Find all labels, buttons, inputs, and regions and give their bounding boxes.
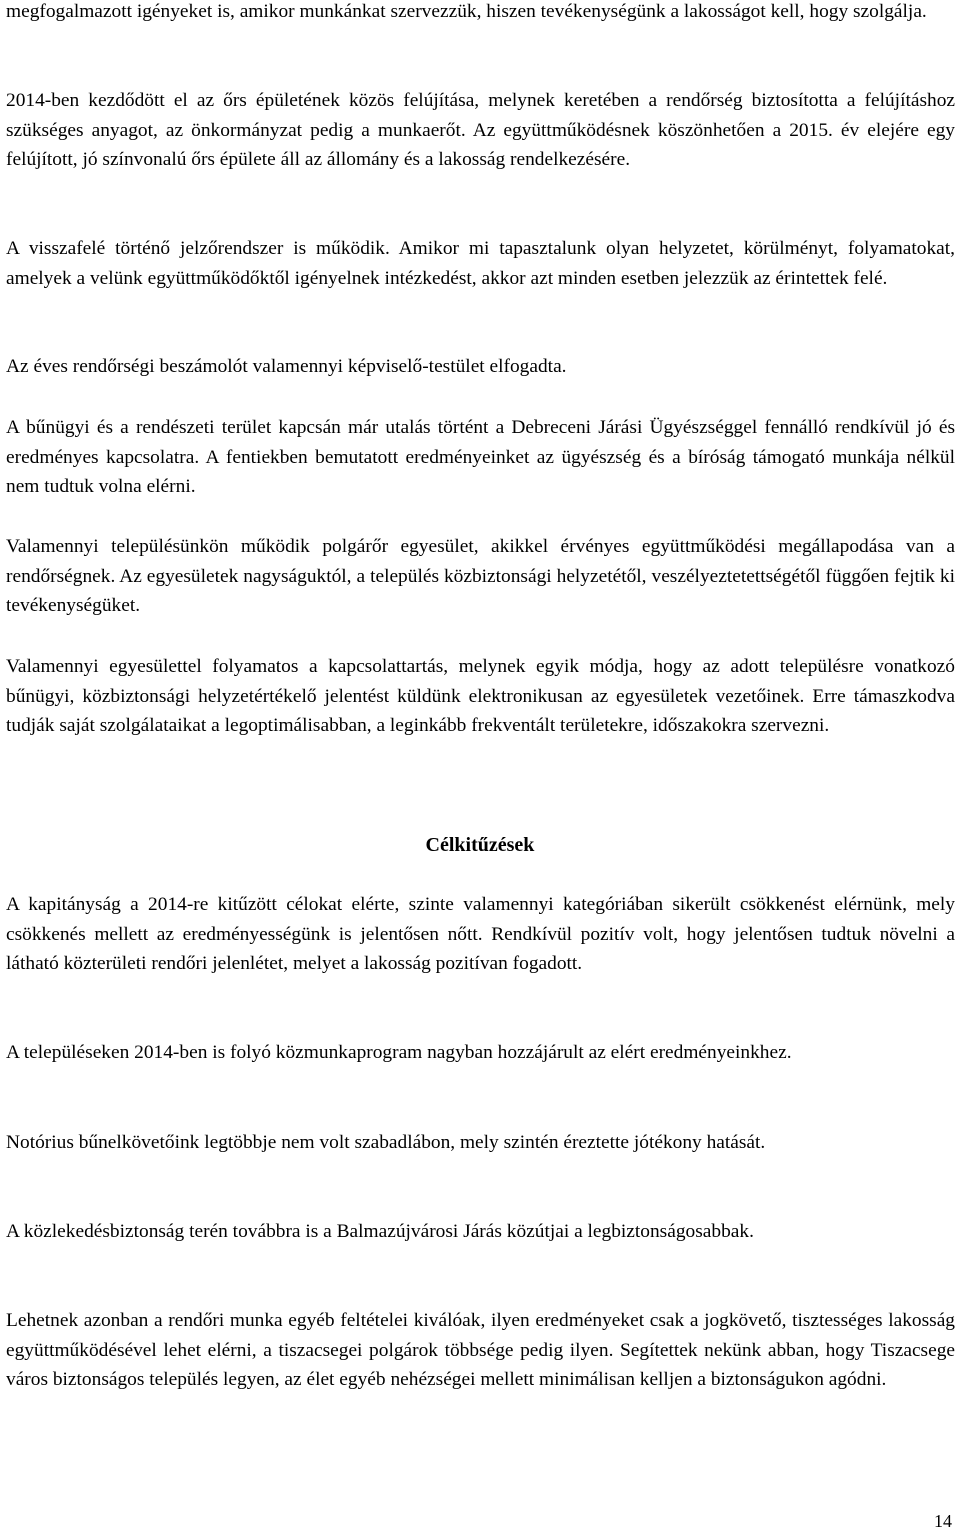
paragraph-3-text-a: A visszafelé történő jelzőrendszer is működik. bbox=[6, 238, 390, 259]
page-number: 14 bbox=[934, 1511, 952, 1531]
paragraph-12 bbox=[6, 1306, 955, 1395]
paragraph-4-text: Az éves rendőrségi beszámolót valamennyi képviselő-testület elfogadta. bbox=[6, 356, 567, 377]
section-heading: Célkitűzések bbox=[425, 834, 535, 856]
paragraph-5-text-b: A fentiekben bemutatott eredményeinket az ügyészség és a bíróság támogató munkája nélkül nem tudtuk volna elérni. bbox=[6, 446, 955, 498]
paragraph-1-text: megfogalmazott igényeket is, amikor munkánkat szervezzük, hiszen tevékenységünk a lakosságot kell, hogy szolgálja. bbox=[6, 1, 927, 22]
paragraph-2-text-a: 2014-ben kezdődött el az őrs épületének közös felújítása, melynek keretében a rendőrség biztosította a felújításhoz szükséges anyagot, az önkormányzat pedig a munkaerőt. bbox=[6, 90, 955, 141]
paragraph-5-text-a: A bűnügyi és a rendészeti terület kapcsán már utalás történt a Debreceni Járási Ügyészséggel fennálló rendkívül jó és eredményes kapcsolatra. bbox=[6, 417, 955, 468]
paragraph-12-text-a: Lehetnek azonban a rendőri munka egyéb feltételei kiválóak, ilyen eredményeket csak a jogkövető, tisztességes lakosság együttműködésével lehet elérni, a tiszacsegei polgárok többsége pedig ilyen. bbox=[6, 1310, 955, 1361]
paragraph-7-text-b: Erre támaszkodva tudják saját szolgálataikat a legoptimálisabban, a leginkább frekventált területekre, időszakokra szervezni. bbox=[6, 685, 955, 737]
paragraph-10-text: Notórius bűnelkövetőink legtöbbje nem volt szabadlábon, mely szintén éreztette jótékony hatását. bbox=[6, 1132, 766, 1153]
paragraph-12-text-b: Segítettek nekünk abban, hogy Tiszacsege város biztonságos település legyen, az élet egyéb nehézségei mellett minimálisan kelljen a biztonságukon agódni. bbox=[6, 1339, 956, 1391]
paragraph-1 bbox=[6, 0, 955, 27]
paragraph-8 bbox=[6, 890, 955, 979]
paragraph-3 bbox=[6, 234, 955, 293]
paragraph-11-text: A közlekedésbiztonság terén továbbra is a Balmazújvárosi Járás közútjai a legbiztonságosabbak. bbox=[6, 1221, 754, 1242]
paragraph-8-text: A kapitányság a 2014-re kitűzött célokat elérte, szinte valamennyi kategóriában sikerült csökkenést elérnünk, mely csökkenés mellett az eredményességünk is jelentősen nőtt. Rendkívül pozitív volt, hogy jelentősen tudtuk növelni a látható közterületi rendőri jelenlétet, melyet a lakosság pozitívan fogadott. bbox=[6, 894, 955, 975]
paragraph-9-text: A településeken 2014-ben is folyó közmunkaprogram nagyban hozzájárult az elért eredményeinkhez. bbox=[6, 1042, 792, 1063]
paragraph-7 bbox=[6, 652, 955, 741]
paragraph-4 bbox=[6, 352, 955, 382]
paragraph-7-text-a: Valamennyi egyesülettel folyamatos a kapcsolattartás, melynek egyik módja, hogy az adott településre vonatkozó bűnügyi, közbiztonsági helyzetértékelő jelentést küldünk elektronikusan az egyesületek vezetőinek. bbox=[6, 656, 955, 707]
paragraph-2-text-b: Az együttműködésnek köszönhetően a 2015. év elejére egy felújított, jó színvonalú őrs épülete áll az állomány és a lakosság rendelkezésére. bbox=[6, 119, 955, 171]
paragraph-11 bbox=[6, 1217, 955, 1247]
paragraph-5 bbox=[6, 413, 955, 502]
paragraph-6-text-b: Az egyesületek nagyságuktól, a település közbiztonsági helyzetétől, veszélyeztetettségétől függően fejtik ki tevékenységüket. bbox=[6, 565, 955, 617]
paragraph-3-text-b: Amikor mi tapasztalunk olyan helyzetet, körülményt, folyamatokat, amelyek a velünk együttműködőktől igényelnek intézkedést, akkor azt minden esetben jelezzük az érintettek felé. bbox=[6, 238, 956, 289]
paragraph-6-text-a: Valamennyi településünkön működik polgárőr egyesület, akikkel érvényes együttműködési megállapodása van a rendőrségnek. bbox=[6, 536, 955, 587]
paragraph-6 bbox=[6, 532, 955, 621]
paragraph-10 bbox=[6, 1128, 955, 1158]
paragraph-2 bbox=[6, 86, 955, 175]
paragraph-9 bbox=[6, 1038, 955, 1068]
